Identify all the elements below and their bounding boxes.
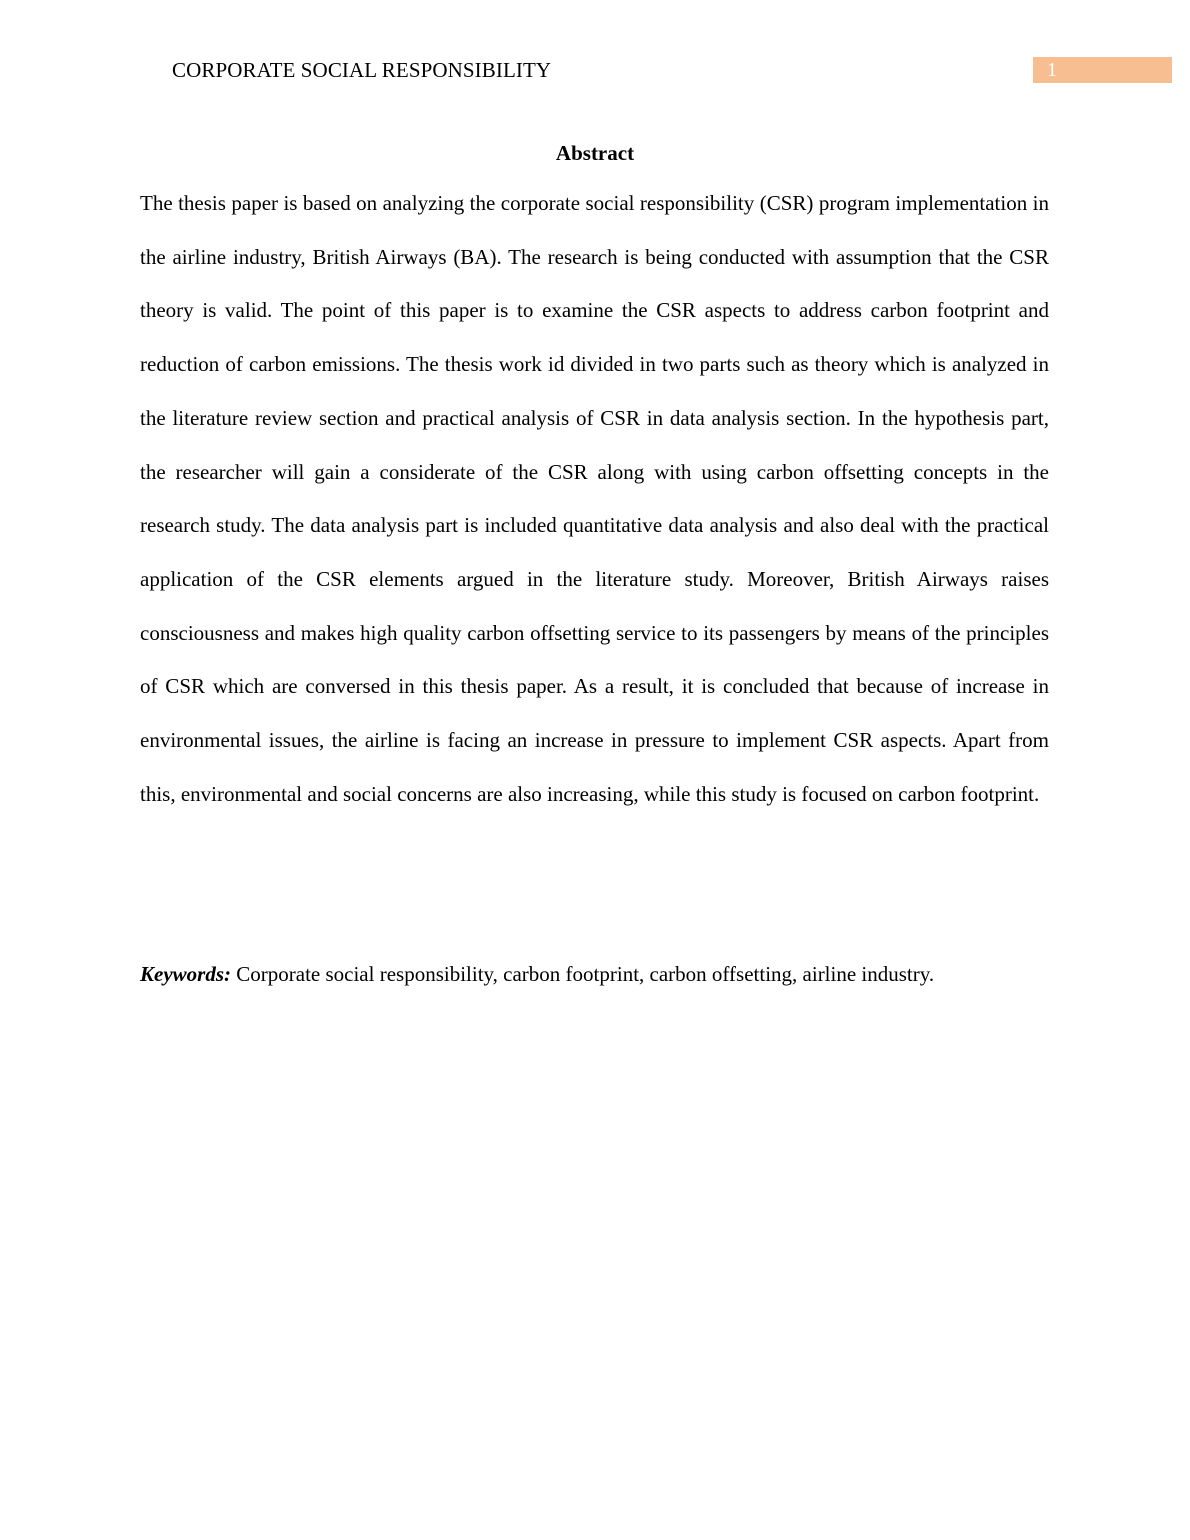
keywords-text: Corporate social responsibility, carbon footprint, carbon offsetting, airline industry. <box>236 962 935 986</box>
abstract-title: Abstract <box>555 141 635 165</box>
keywords-line <box>140 958 1070 990</box>
abstract-body: The thesis paper is based on analyzing the corporate social responsibility (CSR) program implementation in the airline industry, British Airways (BA). The research is being conducted with assumption that the CSR theory is valid. The point of this paper is to examine the CSR aspects to address carbon footprint and reduction of carbon emissions. The thesis work id divided in two parts such as theory which is analyzed in the literature review section and practical analysis of CSR in data analysis section. In the hypothesis part, the researcher will gain a considerate of the CSR along with using carbon offsetting concepts in the research study. The data analysis part is included quantitative data analysis and also deal with the practical application of the CSR elements argued in the literature study. Moreover, British Airways raises consciousness and makes high quality carbon offsetting service to its passengers by means of the principles of CSR which are conversed in this thesis paper. As a result, it is concluded that because of increase in environmental issues, the airline is facing an increase in pressure to implement CSR aspects. Apart from this, environmental and social concerns are also increasing, while this study is focused on carbon footprint. <box>140 191 1049 806</box>
running-head: CORPORATE SOCIAL RESPONSIBILITY <box>172 58 552 82</box>
page-number: 1 <box>1047 59 1057 81</box>
keywords-label: Keywords: <box>140 962 231 986</box>
page-number-badge <box>1033 57 1172 83</box>
